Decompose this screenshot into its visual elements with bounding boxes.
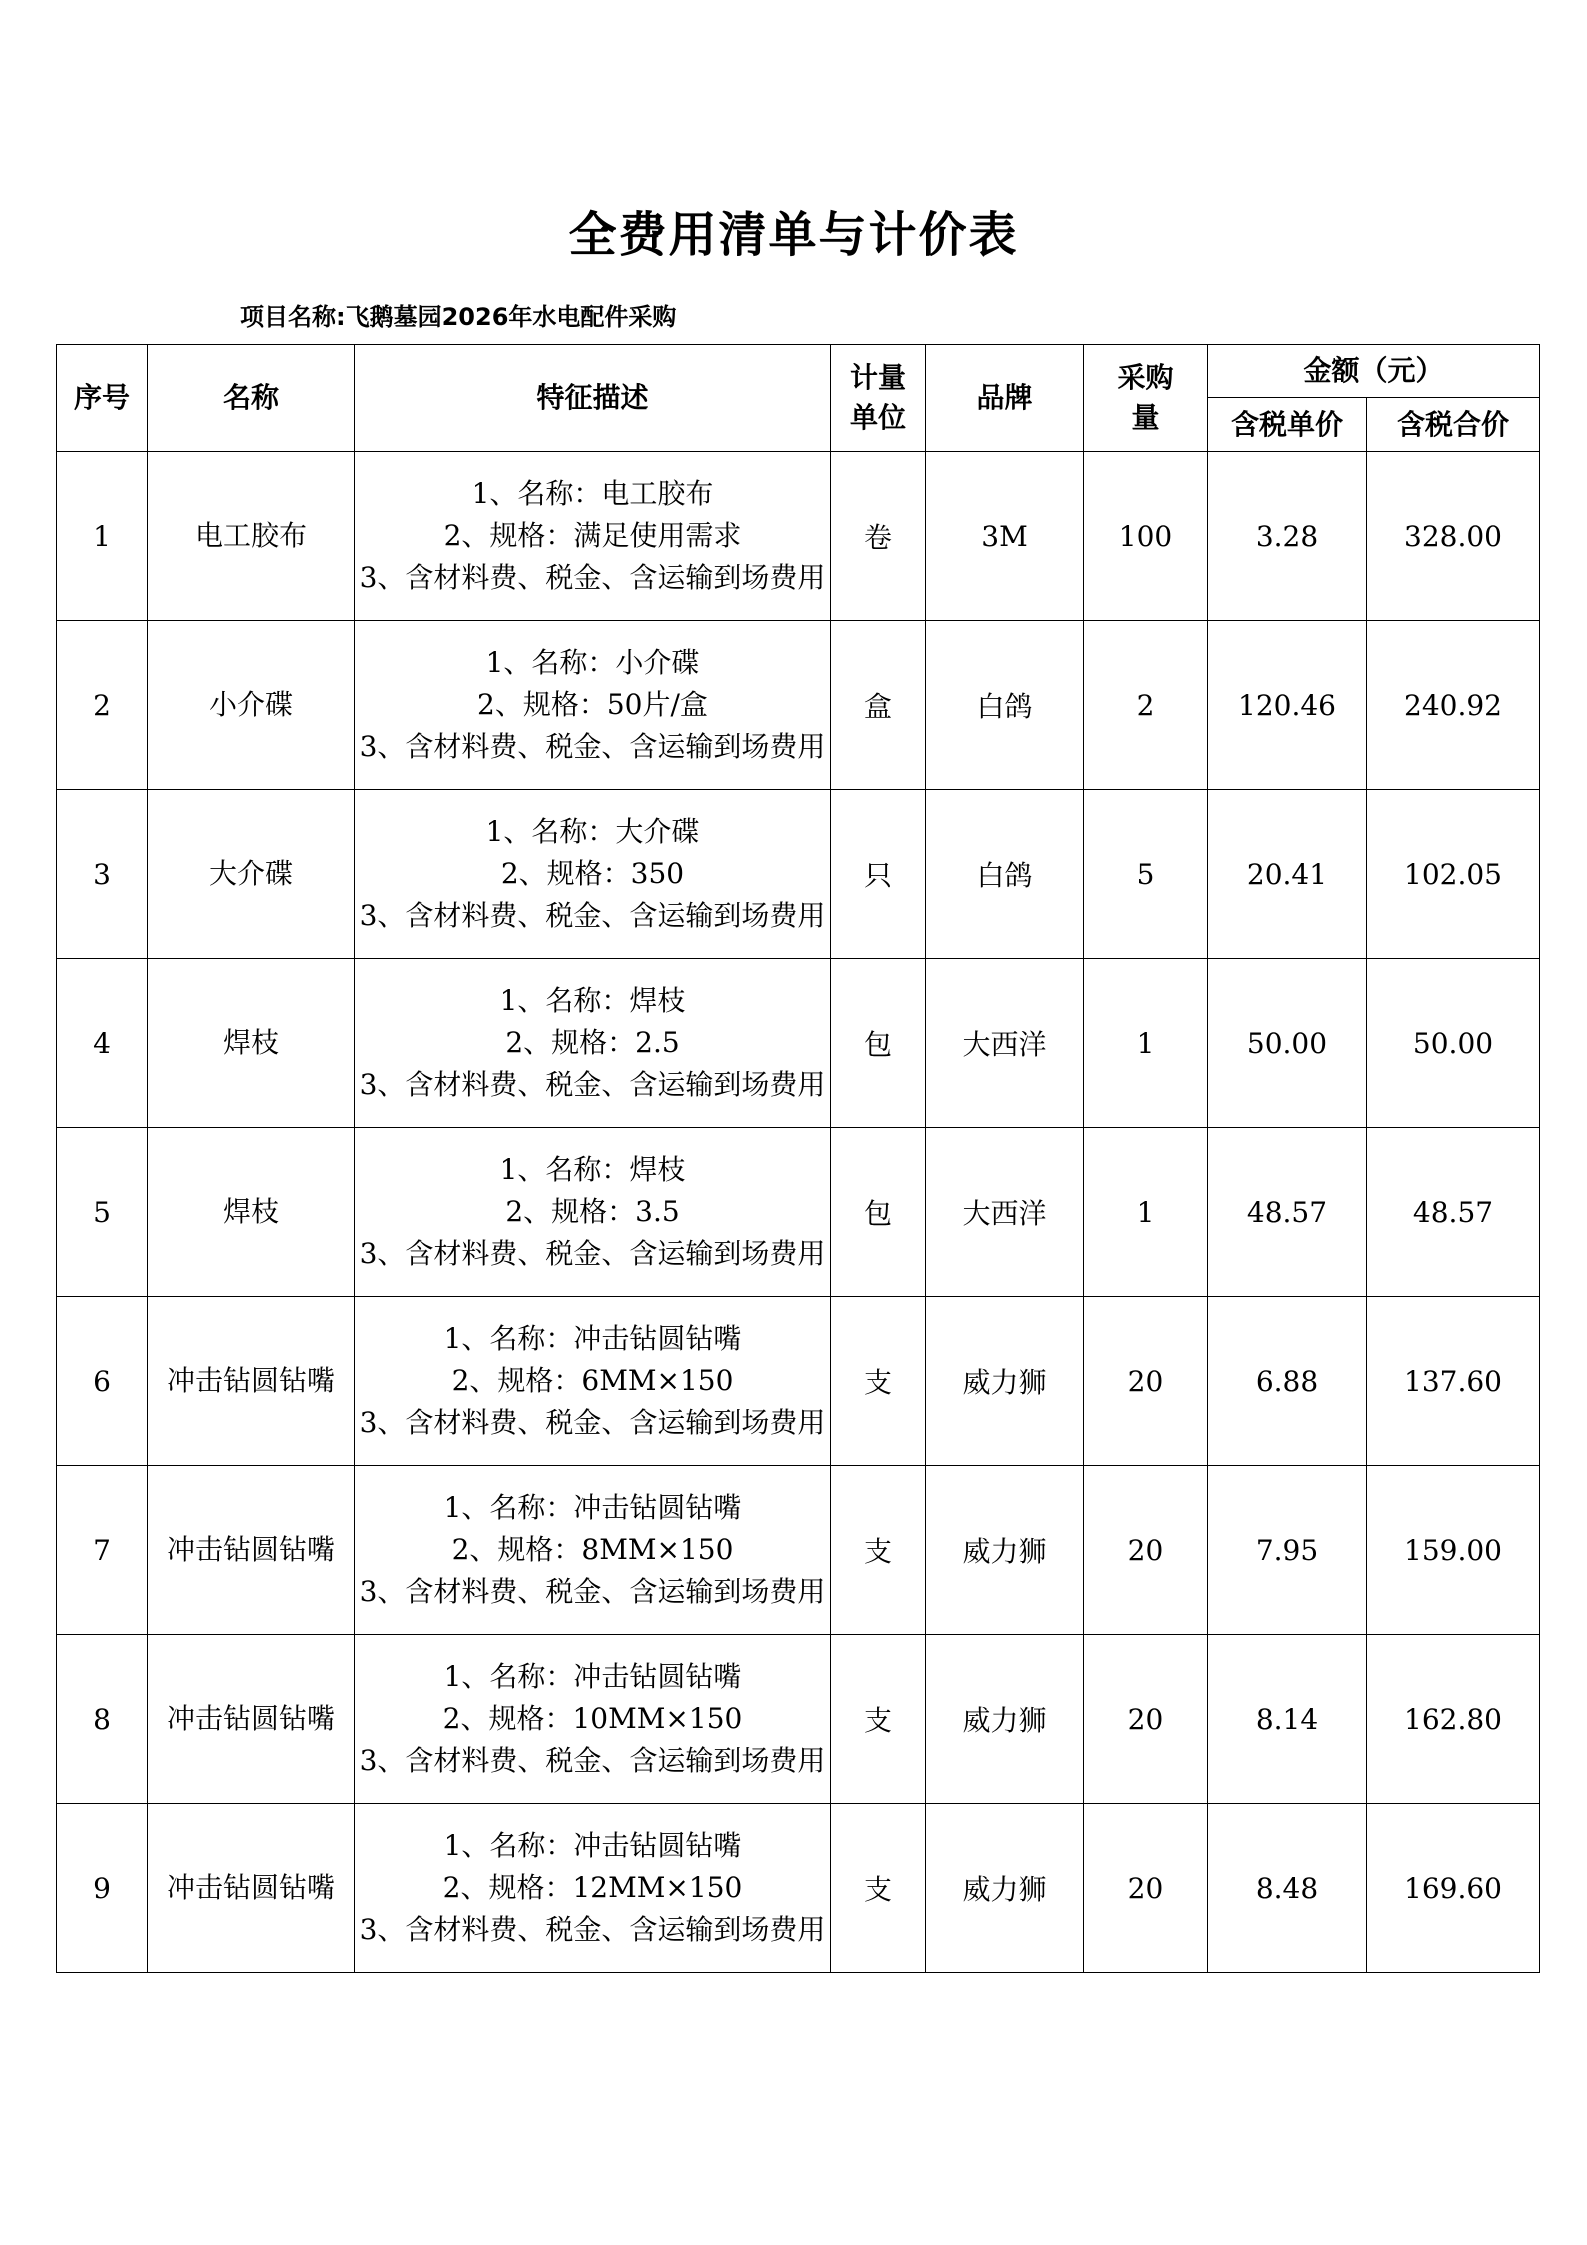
row-unit: 支 [831,1804,926,1973]
header-desc: 特征描述 [355,345,831,452]
table-row [57,621,1540,790]
row-description [355,621,831,790]
description-line: 3、含材料费、税金、含运输到场费用 [359,1913,826,1946]
table-row [57,1466,1540,1635]
header-total: 含税合价 [1367,398,1540,452]
row-unit-price: 20.41 [1208,790,1367,959]
row-unit-price: 48.57 [1208,1128,1367,1297]
row-total: 137.60 [1367,1297,1540,1466]
description-line: 2、规格：50片/盒 [477,688,708,721]
row-qty: 20 [1084,1804,1208,1973]
row-total: 48.57 [1367,1128,1540,1297]
row-unit: 支 [831,1297,926,1466]
table-row [57,1297,1540,1466]
description-line: 2、规格：满足使用需求 [443,519,742,552]
row-unit: 包 [831,1128,926,1297]
header-unit: 计量单位 [831,345,926,452]
description-line: 3、含材料费、税金、含运输到场费用 [359,1744,826,1777]
row-total: 240.92 [1367,621,1540,790]
table-row [57,1804,1540,1973]
row-description [355,1297,831,1466]
row-total: 50.00 [1367,959,1540,1128]
row-description [355,959,831,1128]
row-unit-price: 3.28 [1208,452,1367,621]
header-name: 名称 [148,345,355,452]
row-total: 169.60 [1367,1804,1540,1973]
header-qty: 采购量 [1084,345,1208,452]
row-qty: 2 [1084,621,1208,790]
row-unit: 包 [831,959,926,1128]
row-unit: 只 [831,790,926,959]
header-brand: 品牌 [926,345,1084,452]
row-seq: 8 [57,1635,148,1804]
description-line: 1、名称：冲击钻圆钻嘴 [443,1660,742,1693]
row-unit-price: 8.48 [1208,1804,1367,1973]
row-qty: 1 [1084,959,1208,1128]
row-name: 冲击钻圆钻嘴 [148,1635,355,1804]
row-qty: 20 [1084,1466,1208,1635]
row-name: 电工胶布 [148,452,355,621]
page-title: 全费用清单与计价表 [568,207,1019,263]
row-description [355,1635,831,1804]
row-seq: 9 [57,1804,148,1973]
row-description [355,452,831,621]
description-line: 3、含材料费、税金、含运输到场费用 [359,1068,826,1101]
pricing-table [56,344,1540,1973]
row-description [355,790,831,959]
row-brand: 大西洋 [926,1128,1084,1297]
row-name: 焊枝 [148,1128,355,1297]
row-qty: 20 [1084,1635,1208,1804]
row-brand: 威力狮 [926,1804,1084,1973]
row-seq: 7 [57,1466,148,1635]
description-line: 1、名称：冲击钻圆钻嘴 [443,1491,742,1524]
table-header-row [57,345,1540,398]
row-unit-price: 6.88 [1208,1297,1367,1466]
table-row [57,1128,1540,1297]
table-row [57,959,1540,1128]
row-description [355,1804,831,1973]
description-line: 1、名称：焊枝 [499,1153,686,1186]
row-seq: 2 [57,621,148,790]
table-body [57,452,1540,1973]
description-line: 1、名称：小介碟 [485,646,700,679]
row-unit: 支 [831,1635,926,1804]
row-unit-price: 50.00 [1208,959,1367,1128]
description-line: 3、含材料费、税金、含运输到场费用 [359,1575,826,1608]
description-line: 3、含材料费、税金、含运输到场费用 [359,1237,826,1270]
description-line: 2、规格：6MM×150 [451,1364,734,1397]
row-unit-price: 8.14 [1208,1635,1367,1804]
row-description [355,1466,831,1635]
table-row [57,790,1540,959]
row-brand: 白鸽 [926,621,1084,790]
row-seq: 4 [57,959,148,1128]
row-total: 102.05 [1367,790,1540,959]
row-qty: 100 [1084,452,1208,621]
row-brand: 大西洋 [926,959,1084,1128]
row-seq: 5 [57,1128,148,1297]
row-unit: 卷 [831,452,926,621]
description-line: 2、规格：3.5 [505,1195,680,1228]
row-total: 159.00 [1367,1466,1540,1635]
header-unit-price: 含税单价 [1208,398,1367,452]
row-total: 328.00 [1367,452,1540,621]
project-name: 项目名称:飞鹅墓园2026年水电配件采购 [240,303,677,331]
header-seq: 序号 [57,345,148,452]
description-line: 2、规格：350 [500,857,685,890]
row-name: 大介碟 [148,790,355,959]
description-line: 1、名称：焊枝 [499,984,686,1017]
description-line: 3、含材料费、税金、含运输到场费用 [359,561,826,594]
row-brand: 威力狮 [926,1635,1084,1804]
row-total: 162.80 [1367,1635,1540,1804]
row-unit-price: 7.95 [1208,1466,1367,1635]
row-seq: 6 [57,1297,148,1466]
row-qty: 20 [1084,1297,1208,1466]
table-row [57,452,1540,621]
description-line: 1、名称：大介碟 [485,815,700,848]
row-seq: 3 [57,790,148,959]
description-line: 3、含材料费、税金、含运输到场费用 [359,730,826,763]
description-line: 1、名称：冲击钻圆钻嘴 [443,1322,742,1355]
row-qty: 1 [1084,1128,1208,1297]
row-qty: 5 [1084,790,1208,959]
description-line: 1、名称：冲击钻圆钻嘴 [443,1829,742,1862]
description-line: 3、含材料费、税金、含运输到场费用 [359,899,826,932]
row-name: 冲击钻圆钻嘴 [148,1804,355,1973]
row-brand: 白鸽 [926,790,1084,959]
description-line: 3、含材料费、税金、含运输到场费用 [359,1406,826,1439]
header-amount: 金额（元） [1208,345,1540,398]
row-brand: 威力狮 [926,1466,1084,1635]
row-unit: 支 [831,1466,926,1635]
description-line: 2、规格：8MM×150 [451,1533,734,1566]
row-name: 冲击钻圆钻嘴 [148,1297,355,1466]
description-line: 2、规格：2.5 [505,1026,680,1059]
row-brand: 3M [926,452,1084,621]
row-description [355,1128,831,1297]
row-seq: 1 [57,452,148,621]
row-brand: 威力狮 [926,1297,1084,1466]
description-line: 2、规格：12MM×150 [442,1871,743,1904]
row-name: 焊枝 [148,959,355,1128]
table-row [57,1635,1540,1804]
row-unit: 盒 [831,621,926,790]
description-line: 1、名称：电工胶布 [471,477,714,510]
row-name: 小介碟 [148,621,355,790]
row-unit-price: 120.46 [1208,621,1367,790]
description-line: 2、规格：10MM×150 [442,1702,743,1735]
row-name: 冲击钻圆钻嘴 [148,1466,355,1635]
